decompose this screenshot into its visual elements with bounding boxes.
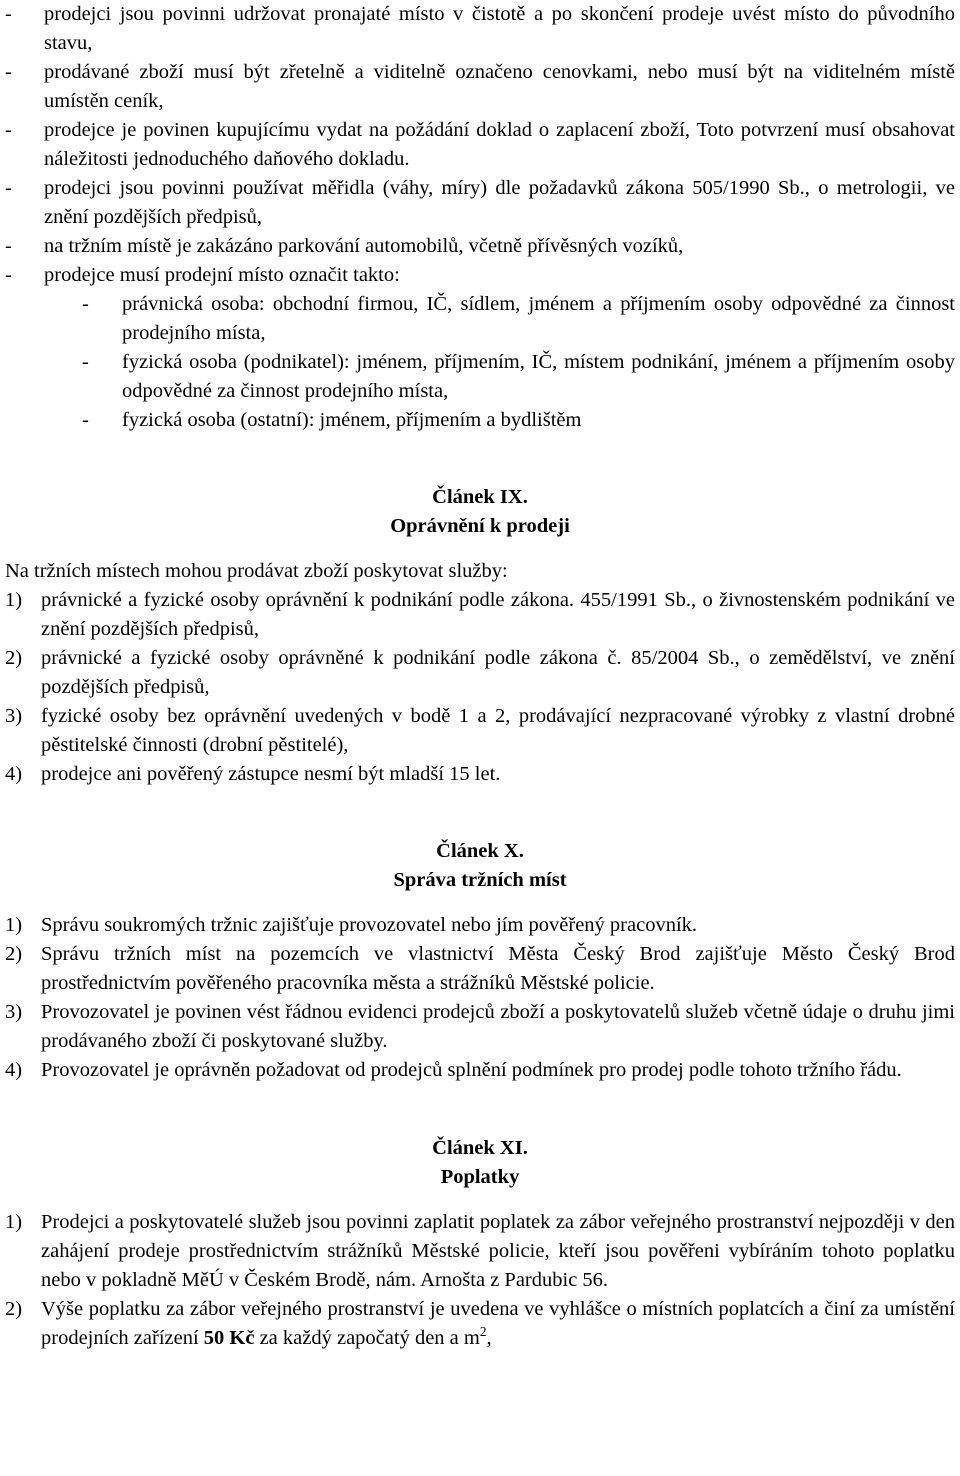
item-marker: 3) bbox=[5, 705, 23, 727]
list-item bbox=[5, 261, 955, 290]
item-text: prodejce ani pověřený zástupce nesmí být mladší 15 let. bbox=[41, 763, 501, 785]
article-10-list bbox=[5, 911, 955, 1085]
article-9-title: Oprávnění k prodeji bbox=[390, 515, 570, 537]
item-text: fyzická osoba (ostatní): jménem, příjmením a bydlištěm bbox=[122, 409, 582, 431]
item-text: Správu soukromých tržnic zajišťuje provozovatel nebo jím pověřený pracovník. bbox=[41, 914, 698, 936]
item-text bbox=[41, 1295, 955, 1353]
item-text: právnické a fyzické osoby oprávnění k podnikání podle zákona. 455/1991 Sb., o živnostenském podnikání ve znění pozdějších předpisů, bbox=[41, 589, 955, 640]
sub-list-item bbox=[5, 348, 955, 406]
item-text: prodávané zboží musí být zřetelně a viditelně označeno cenovkami, nebo musí být na viditelném místě umístěn ceník, bbox=[44, 61, 955, 112]
item-text: Prodejci a poskytovatelé služeb jsou povinni zaplatit poplatek za zábor veřejného prostranství nejpozději v den zahájení prodeje prostřednictvím strážníků Městské policie, kteří jsou pověřeni vybíráním tohoto poplatku nebo v pokladně MěÚ v Českém Brodě, nám. Arnošta z Pardubic 56. bbox=[41, 1211, 955, 1291]
article-10-number: Článek X. bbox=[436, 840, 524, 862]
item-text: na tržním místě je zakázáno parkování automobilů, včetně přívěsných vozíků, bbox=[44, 235, 684, 257]
item-marker: - bbox=[5, 119, 12, 141]
item-text: prodejci jsou povinni používat měřidla (váhy, míry) dle požadavků zákona 505/1990 Sb., o metrologii, ve znění pozdějších předpisů, bbox=[44, 177, 955, 228]
item-marker: 1) bbox=[5, 914, 23, 936]
item-marker: 3) bbox=[5, 1001, 23, 1023]
item-text: fyzická osoba (podnikatel): jménem, příjmením, IČ, místem podnikání, jménem a příjmením osoby odpovědné za činnost prodejního místa, bbox=[122, 351, 955, 402]
item-marker: - bbox=[82, 351, 89, 373]
item-marker: 4) bbox=[5, 763, 23, 785]
item-marker: 1) bbox=[5, 589, 23, 611]
sub-list-item bbox=[5, 406, 955, 435]
item-marker: - bbox=[5, 235, 12, 257]
list-item bbox=[5, 116, 955, 174]
article-10-title: Správa tržních míst bbox=[393, 869, 567, 891]
item-marker: 1) bbox=[5, 1211, 23, 1233]
article-9-intro: Na tržních místech mohou prodávat zboží poskytovat služby: bbox=[5, 560, 508, 582]
item-marker: 4) bbox=[5, 1059, 23, 1081]
list-item bbox=[5, 232, 955, 261]
numbered-item bbox=[5, 702, 955, 760]
item-text: Provozovatel je oprávněn požadovat od prodejců splnění podmínek pro prodej podle tohoto tržního řádu. bbox=[41, 1059, 902, 1081]
item-marker: - bbox=[5, 264, 12, 286]
fee-amount: 50 Kč bbox=[203, 1327, 255, 1349]
item-text-end: , bbox=[486, 1327, 492, 1349]
item-marker: 2) bbox=[5, 1298, 23, 1320]
article-9-list bbox=[5, 586, 955, 789]
sub-list-item bbox=[5, 290, 955, 348]
item-marker: - bbox=[82, 409, 89, 431]
item-marker: - bbox=[5, 177, 12, 199]
item-marker: - bbox=[5, 3, 12, 25]
numbered-item bbox=[5, 1056, 955, 1085]
article-11-number: Článek XI. bbox=[432, 1137, 528, 1159]
article-9-number: Článek IX. bbox=[432, 486, 528, 508]
item-marker: - bbox=[82, 293, 89, 315]
item-marker: - bbox=[5, 61, 12, 83]
item-text: Provozovatel je povinen vést řádnou evidenci prodejců zboží a poskytovatelů služeb včetně údaje o druhu jimi prodávaného zboží či poskytované služby. bbox=[41, 1001, 955, 1052]
article-11-item-2 bbox=[5, 1295, 955, 1353]
item-text: prodejce musí prodejní místo označit takto: bbox=[44, 264, 400, 286]
list-item bbox=[5, 0, 955, 58]
numbered-item bbox=[5, 586, 955, 644]
numbered-item bbox=[5, 998, 955, 1056]
item-text: právnická osoba: obchodní firmou, IČ, sídlem, jménem a příjmením osoby odpovědné za činnost prodejního místa, bbox=[122, 293, 955, 344]
list-item bbox=[5, 174, 955, 232]
numbered-item bbox=[5, 644, 955, 702]
numbered-item bbox=[5, 911, 955, 940]
article-11-item-1 bbox=[5, 1208, 955, 1295]
item-text: Správu tržních míst na pozemcích ve vlastnictví Města Český Brod zajišťuje Město Český Brod prostřednictvím pověřeného pracovníka města a strážníků Městské policie. bbox=[41, 943, 955, 994]
vendor-obligations-list bbox=[5, 0, 955, 290]
numbered-item bbox=[5, 760, 955, 789]
item-marker: 2) bbox=[5, 943, 23, 965]
unit-superscript: 2 bbox=[479, 1324, 487, 1340]
item-text: prodejce je povinen kupujícímu vydat na požádání doklad o zaplacení zboží, Toto potvrzení musí obsahovat náležitosti jednoduchého daňového dokladu. bbox=[44, 119, 955, 170]
numbered-item bbox=[5, 940, 955, 998]
article-11-title: Poplatky bbox=[440, 1166, 520, 1188]
item-text: právnické a fyzické osoby oprávněné k podnikání podle zákona č. 85/2004 Sb., o zemědělství, ve znění pozdějších předpisů, bbox=[41, 647, 955, 698]
item-text: prodejci jsou povinni udržovat pronajaté místo v čistotě a po skončení prodeje uvést místo do původního stavu, bbox=[44, 3, 955, 54]
item-marker: 2) bbox=[5, 647, 23, 669]
vendor-marking-sublist bbox=[5, 290, 955, 435]
list-item bbox=[5, 58, 955, 116]
item-text: fyzické osoby bez oprávnění uvedených v bodě 1 a 2, prodávající nezpracované výrobky z vlastní drobné pěstitelské činnosti (drobní pěstitelé), bbox=[41, 705, 955, 756]
item-text-after: za každý započatý den a m bbox=[254, 1327, 480, 1349]
item-text-before: Výše poplatku za zábor veřejného prostranství je uvedena ve vyhlášce o místních poplatcích a činí za umístění prodejních zařízení bbox=[41, 1298, 955, 1349]
